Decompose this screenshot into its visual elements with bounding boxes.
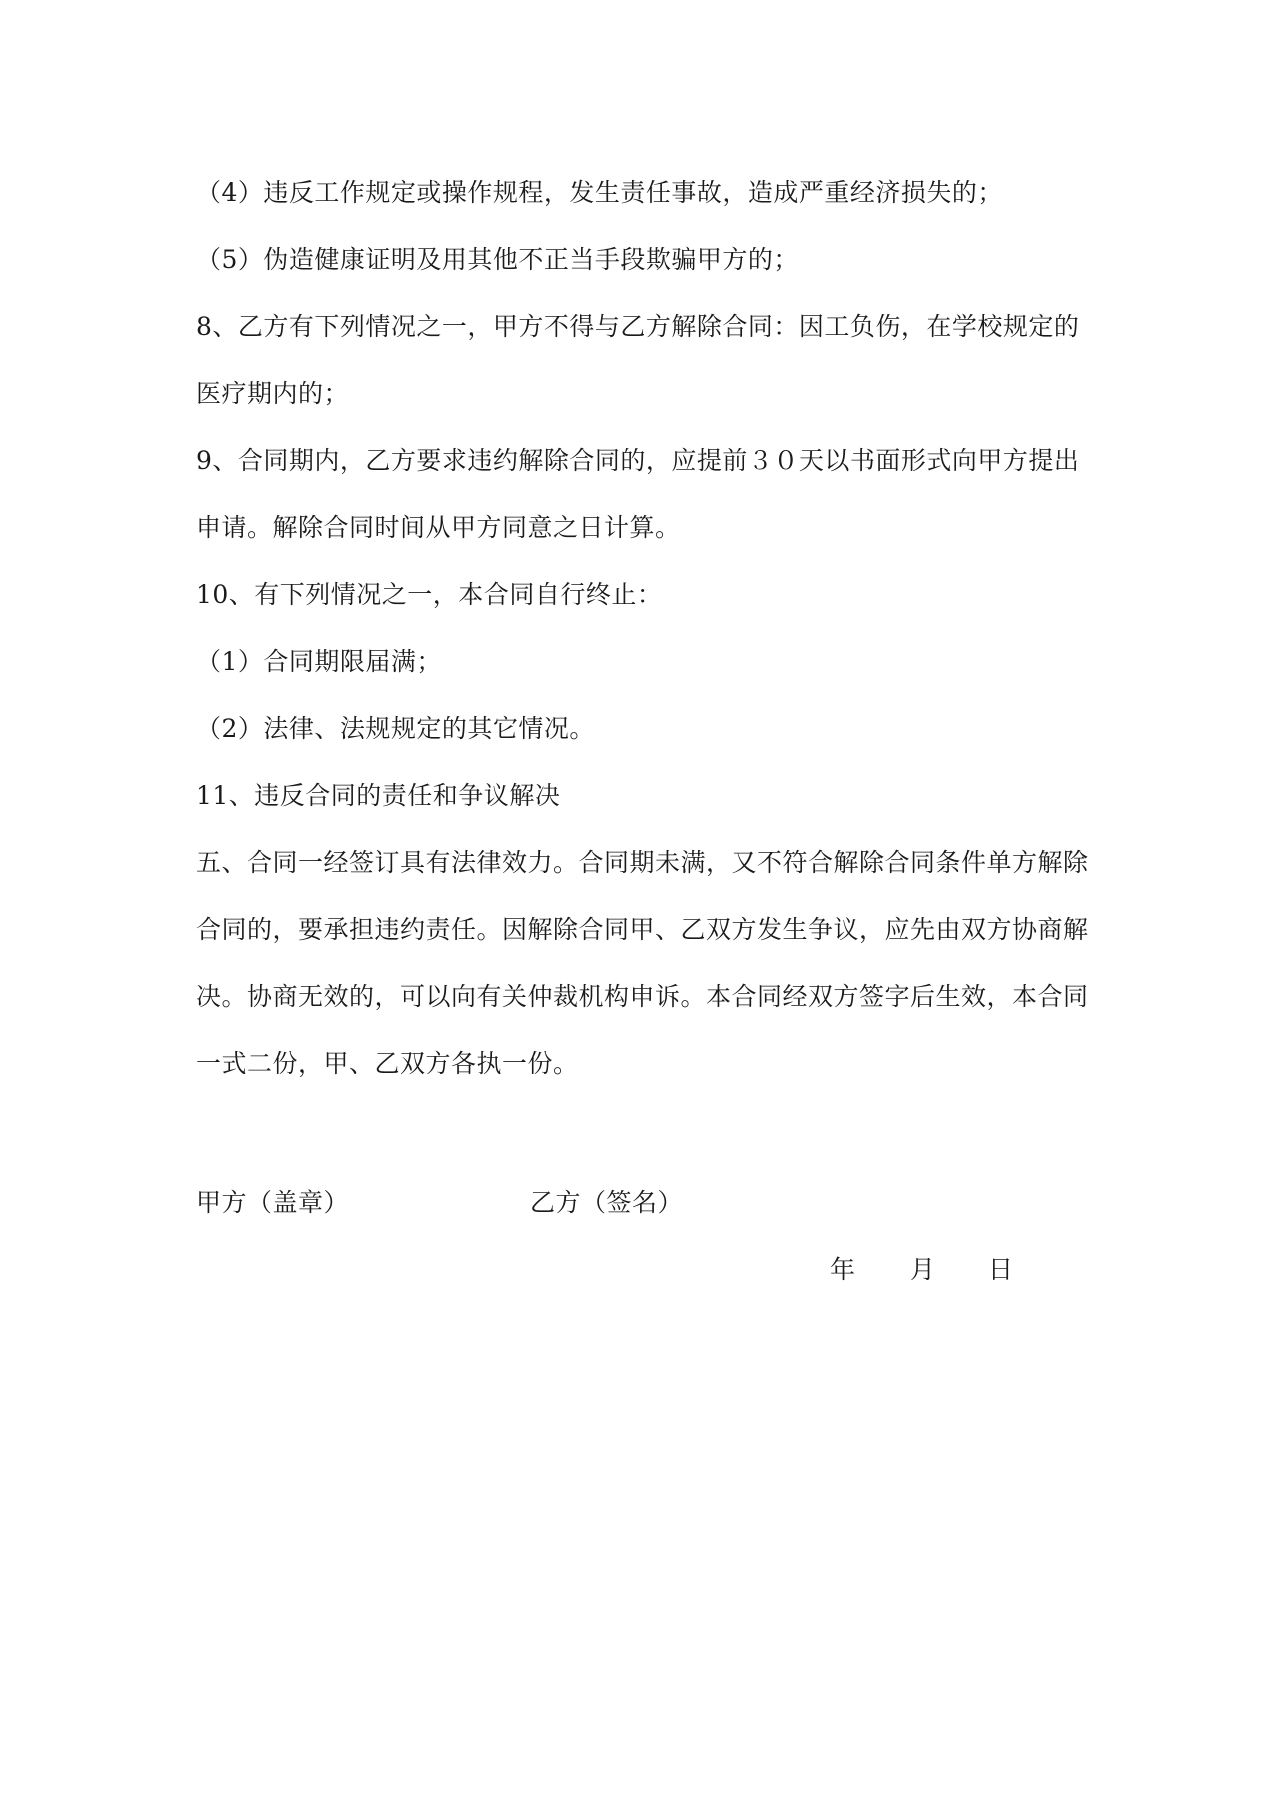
clause-11: 11、违反合同的责任和争议解决 [196, 781, 561, 810]
clause-10-item-1: （1）合同期限届满； [196, 647, 442, 676]
clause-4-item: （4）违反工作规定或操作规程，发生责任事故，造成严重经济损失的； [196, 178, 1003, 207]
clause-10-item-2: （2）法律、法规规定的其它情况。 [196, 714, 595, 743]
clause-9: 9、合同期内，乙方要求违约解除合同的，应提前３０天以书面形式向甲方提出申请。解除合同时间从甲方同意之日计算。 [196, 446, 1080, 542]
section-five: 五、合同一经签订具有法律效力。合同期未满，又不符合解除合同条件单方解除合同的，要承担违约责任。因解除合同甲、乙双方发生争议，应先由双方协商解决。协商无效的，可以向有关仲裁机构申诉。本合同经双方签字后生效，本合同一式二份，甲、乙双方各执一份。 [196, 848, 1089, 1078]
date-day-label: 日 [988, 1255, 1014, 1284]
date-year-label: 年 [830, 1255, 856, 1284]
party-b-signature-label: 乙方（签名） [530, 1188, 684, 1217]
date-month-label: 月 [910, 1255, 936, 1284]
clause-10: 10、有下列情况之一，本合同自行终止： [196, 580, 663, 609]
clause-8: 8、乙方有下列情况之一，甲方不得与乙方解除合同：因工负伤，在学校规定的医疗期内的； [196, 312, 1080, 408]
clause-5-item: （5）伪造健康证明及用其他不正当手段欺骗甲方的； [196, 245, 799, 274]
party-a-seal-label: 甲方（盖章） [196, 1188, 350, 1217]
